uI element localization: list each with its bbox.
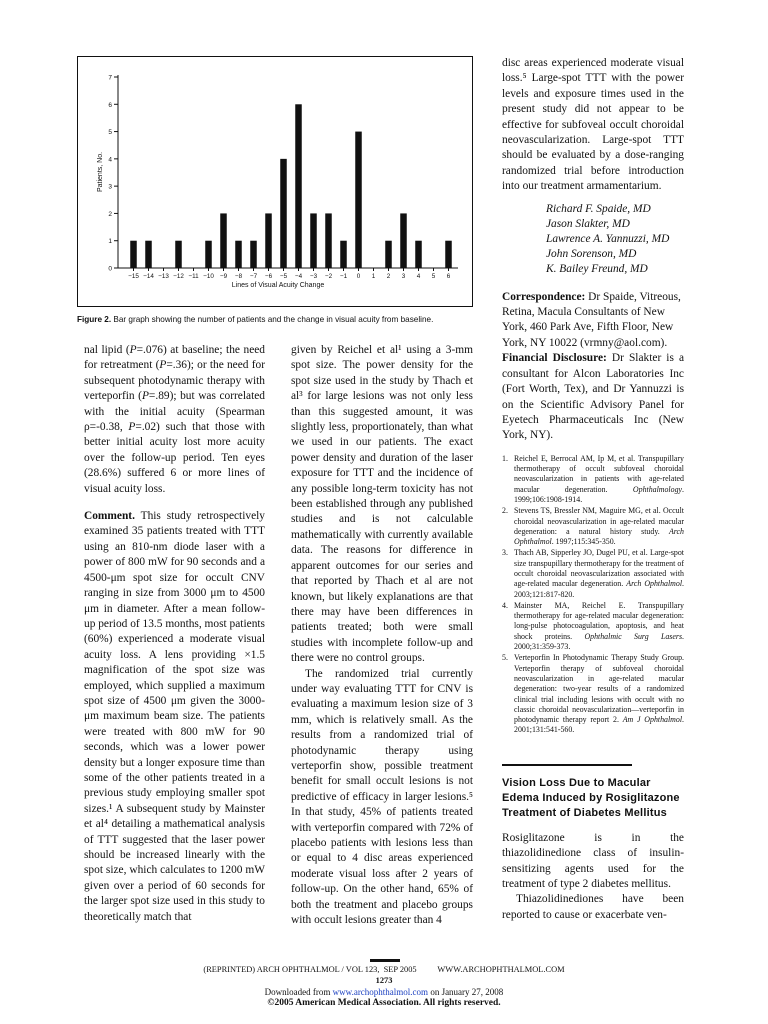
- y-tick-label: 5: [108, 129, 112, 137]
- reference-item: 3. Thach AB, Sipperley JO, Dugel PU, et al. Large-spot size transpupillary thermotherapy for the treatment of occult choroidal neovascularization associated with age-related macular degeneration. Arch Ophthalmol. 2003;121:817-820.: [502, 548, 685, 599]
- author-3: Lawrence A. Yannuzzi, MD: [546, 233, 670, 246]
- x-tick-label: 3: [401, 273, 406, 280]
- bar-0: [355, 132, 362, 268]
- author-4: John Sorenson, MD: [546, 248, 637, 261]
- bar-−15: [130, 241, 137, 268]
- y-tick-label: 3: [108, 183, 112, 191]
- x-tick-label: 1: [371, 273, 376, 280]
- results-paragraph: nal lipid (P=.076) at baseline; the need for retreatment (P=.36); or the need for subsequent photodynamic therapy with verteporfin (P=.89); but was correlated with the initial acuity (Spearman ρ=-0.38, P=.02) such that those with better initial acuity lost more acuity over the follow-up period. Ten eyes (28.6%) suffered 6 or more lines of visual acuity loss.: [84, 344, 266, 495]
- x-tick-label: −6: [264, 273, 273, 280]
- letter-paragraph-2: Thiazolidinediones have been reported to cause or exacerbate ven-: [502, 893, 684, 921]
- running-footer: (REPRINTED) ARCH OPHTHALMOL / VOL 123, SEP 2005 WWW.ARCHOPHTHALMOL.COM: [203, 965, 565, 974]
- reference-item: 5. Verteporfin In Photodynamic Therapy Study Group. Verteporfin therapy of subfoveal choroidal neovascularization in age-related macular degeneration: two-year results of a randomized clinical trial including lesions with occult with no classic choroidal neovascularization—verteporfin in photodynamic therapy report 2. Am J Ophthalmol. 2001;131:541-560.: [502, 653, 684, 735]
- x-tick-label: −5: [279, 273, 288, 280]
- x-tick-label: −10: [203, 273, 214, 280]
- caption-label: Figure 2.: [77, 315, 112, 324]
- x-tick-label: −3: [309, 273, 318, 280]
- reference-item: 1. Reichel E, Berrocal AM, Ip M, et al. Transpupillary thermotherapy of occult subfoveal choroidal neovascularization in patients with age-related macular degeneration. Ophthalmology. 1999;106:1908-1914.: [502, 453, 684, 504]
- bar-−10: [205, 241, 212, 268]
- middle-paragraph-1: given by Reichel et al¹ using a 3-mm spot size. The power density for the spot size used in the study by Thach et al³ for large lesions was not only less than this suggested amount, it was slightly less, proportionately, than what we used in our patients. The exact power density and duration of the laser exposure for TTT and the incidence of any possible long-term toxicity has not been established through any published studies and is not calculable mathematically with currently available data. The reasons for difference in apparent outcomes for our series and that reported by Thach et al are not known, but likely explanations are that there may have been differences in patients treated; both were small studies with incomplete follow-up and there were no control groups.: [291, 344, 473, 665]
- figure-caption: [77, 314, 477, 325]
- bar-chart: [78, 57, 472, 306]
- download-link[interactable]: www.archophthalmol.com: [332, 987, 429, 997]
- bar-2: [385, 241, 392, 268]
- x-tick-label: 6: [446, 273, 451, 280]
- y-tick-label: 6: [108, 101, 112, 109]
- x-tick-label: −4: [294, 273, 303, 280]
- references: [502, 454, 684, 736]
- comment-paragraph: Comment. This study retrospectively examined 35 patients treated with TTT using an 810-nm diode laser with a power of 800 mW for 90 seconds and a 4500-μm spot size for occult CNV ranging in size from 3000 μm to 4500 μm in diameter. After a mean follow-up period of 13.5 months, most patients (60%) experienced a moderate visual acuity loss. A lens providing ×1.5 magnification of the spot size was employed, which supplied a maximum spot size of 4500 μm given the 3000-μm maximum beam size. The patients were treated with 800 mW for 90 seconds, which was a lower power density but a longer exposure time than some of the other patients treated in a previous study employing smaller spot sizes.¹ A subsequent study by Mainster et al⁴ detailing a mathematical analysis of TTT suggested that the laser power should be increased linearly with the spot size, which calculates to 1200 mW given over a period of 60 seconds for the larger spot size used in this study to theoretically match that: [84, 510, 265, 923]
- x-tick-label: 4: [416, 273, 421, 280]
- middle-paragraph-2: The randomized trial currently under way evaluating TTT for CNV is evaluating a maximum lesion size of 3 mm, which is relatively small. As the results from a randomized trial of photodynamic therapy using verteporfin show, possible treatment benefit for small occult lesions is not predictive of efficacy in larger lesions.⁵ In that study, 45% of patients treated with verteporfin compared with 72% of placebo patients with lesions less than or equal to 4 disc areas experienced moderate visual loss after 2 years of follow-up. On the other hand, 65% of both the treatment and placebo groups with occult lesions greater than 4: [291, 667, 473, 927]
- y-tick-label: 0: [108, 265, 112, 273]
- x-tick-label: −9: [219, 273, 228, 280]
- y-tick-label: 1: [108, 238, 112, 246]
- figure-frame: [77, 56, 473, 307]
- x-tick-label: −1: [339, 273, 348, 280]
- bar-−6: [265, 213, 272, 268]
- correspondence: Correspondence: Dr Spaide, Vitreous, Retina, Macula Consultants of New York, 460 Park Ave, Fifth Floor, New York, NY 10022 (vrmny@aol.com).: [502, 290, 681, 349]
- right-column: [502, 56, 684, 923]
- author-1: Richard F. Spaide, MD: [546, 202, 651, 215]
- bar-−7: [250, 241, 257, 268]
- author-5: K. Bailey Freund, MD: [546, 263, 648, 276]
- y-tick-label: 4: [108, 156, 112, 164]
- x-tick-label: −8: [234, 273, 243, 280]
- x-tick-label: −14: [143, 273, 154, 280]
- footer-mark: [370, 959, 400, 962]
- bar-4: [415, 241, 422, 268]
- y-tick-label: 7: [108, 74, 112, 82]
- financial-disclosure: Financial Disclosure: Dr Slakter is a consultant for Alcon Laboratories Inc (Fort Worth, Tex), and Dr Yannuzzi is on the Scientific Advisory Panel for Eyetech Pharmaceuticals Inc (New York, NY).: [502, 352, 685, 442]
- bar-−9: [220, 213, 227, 268]
- x-tick-label: −15: [128, 273, 139, 280]
- author-2: Jason Slakter, MD: [546, 217, 630, 230]
- bar-−2: [325, 213, 332, 268]
- x-tick-label: −11: [188, 273, 199, 280]
- reference-item: 4. Mainster MA, Reichel E. Transpupillary thermotherapy for age-related macular degeneration: long-pulse photocoagulation, apoptosis, and heat shock proteins. Ophthalmic Surg Lasers. 2000;31:359-373.: [502, 600, 684, 652]
- x-axis-label: Lines of Visual Acuity Change: [231, 282, 325, 289]
- y-tick-label: 2: [108, 210, 112, 218]
- caption-text: Bar graph showing the number of patients and the change in visual acuity from baseline.: [111, 315, 434, 324]
- bar-−14: [145, 241, 152, 268]
- x-tick-label: −12: [173, 273, 184, 280]
- x-tick-label: −2: [324, 273, 333, 280]
- letter-title: Vision Loss Due to Macular Edema Induced by Rosiglitazone Treatment of Diabetes Mellitus: [502, 776, 680, 819]
- bar-−12: [175, 241, 182, 268]
- letter-paragraph-1: Rosiglitazone is in the thiazolidinedione class of insulin-sensitizing agents used for the treatment of type 2 diabetes mellitus.: [502, 831, 684, 890]
- author-list: [546, 202, 684, 278]
- copyright-line: ©2005 American Medical Association. All rights reserved.: [267, 998, 501, 1008]
- left-column: [84, 343, 265, 925]
- bar-3: [400, 213, 407, 268]
- bar-6: [445, 241, 452, 268]
- y-axis-label: Patients, No.: [97, 151, 104, 193]
- x-tick-label: 5: [431, 273, 436, 280]
- comment-heading: Comment.: [84, 510, 135, 523]
- page-number: 1273: [375, 976, 393, 985]
- download-line: Downloaded from www.archophthalmol.com on January 27, 2008: [264, 987, 504, 997]
- bar-−5: [280, 159, 287, 268]
- bar-−1: [340, 241, 347, 268]
- bar-−3: [310, 213, 317, 268]
- x-tick-label: −13: [158, 273, 169, 280]
- middle-column: [291, 343, 473, 928]
- x-tick-label: 0: [356, 273, 361, 280]
- bar-−4: [295, 104, 302, 268]
- right-paragraph-1: disc areas experienced moderate visual loss.⁵ Large-spot TTT with the power levels and exposure times used in the present study did not appear to be effective for subfoveal occult choroidal neovascularization. Large-spot TTT should be evaluated by a dose-ranging randomized trial before introduction into our treatment armamentarium.: [502, 57, 684, 193]
- x-tick-label: 2: [386, 273, 391, 280]
- x-tick-label: −7: [249, 273, 258, 280]
- bar-−8: [235, 241, 242, 268]
- reference-item: 2. Stevens TS, Bressler NM, Maguire MG, et al. Occult choroidal neovascularization in age-related macular degeneration: a natural history study. Arch Ophthalmol. 1997;115:345-350.: [502, 506, 684, 547]
- section-rule: [502, 764, 632, 766]
